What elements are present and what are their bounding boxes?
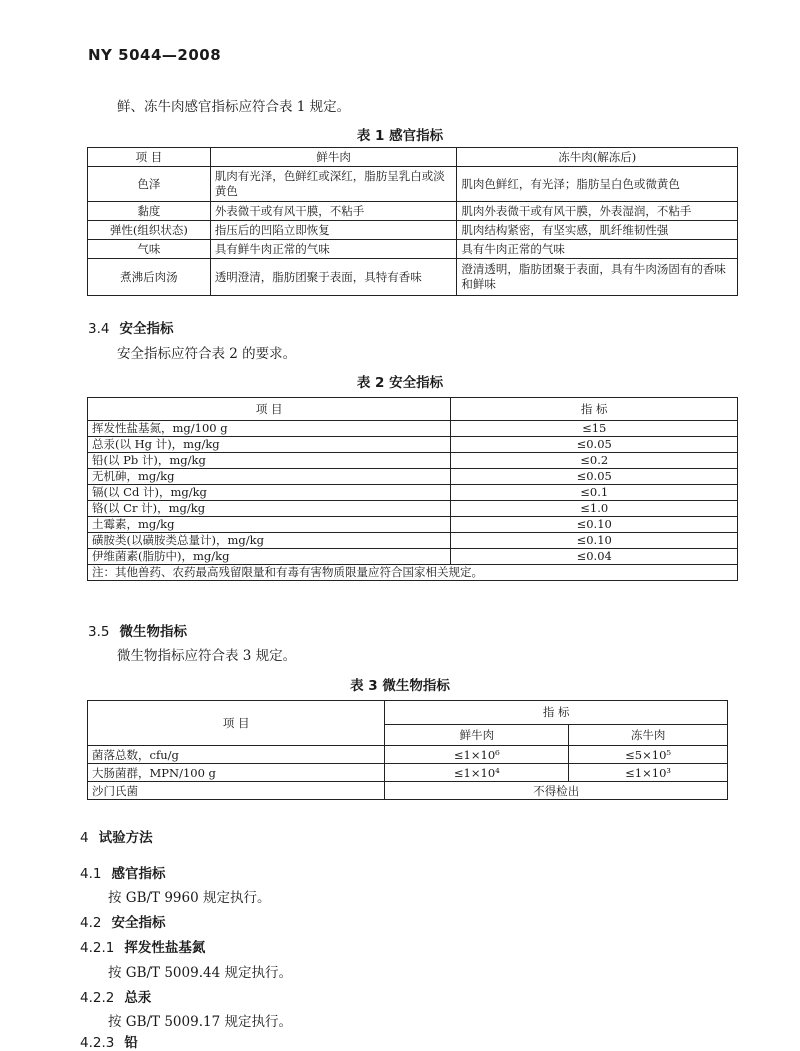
section-title: 感官指标	[111, 866, 166, 882]
table-cell: ≤0.10	[451, 517, 738, 533]
table-cell: ≤0.10	[451, 533, 738, 549]
section-number: 4.1	[80, 866, 102, 882]
section-number: 4.2.1	[80, 940, 115, 956]
table-cell: ≤5×10⁵	[569, 746, 728, 764]
section-4-1-heading	[80, 862, 165, 882]
table-row	[88, 221, 738, 240]
table-row	[88, 437, 738, 453]
table3-caption: 表 3 微生物指标	[350, 678, 450, 694]
header-cell: 冻牛肉(解冻后)	[457, 148, 738, 167]
header-cell: 项 目	[88, 398, 451, 421]
table-cell: 透明澄清，脂肪团聚于表面，具特有香味	[210, 259, 457, 296]
table-cell: 色泽	[88, 167, 211, 202]
header-cell: 鲜牛肉	[385, 724, 569, 745]
table-row	[88, 517, 738, 533]
table-cell: 伊维菌素(脂肪中)，mg/kg	[88, 549, 451, 565]
table-cell: 挥发性盐基氮，mg/100 g	[88, 421, 451, 437]
section-number: 3.4	[88, 321, 110, 337]
table-cell: ≤0.05	[451, 437, 738, 453]
table-cell: 澄清透明，脂肪团聚于表面，具有牛肉汤固有的香味和鲜味	[457, 259, 738, 296]
table-cell: 煮沸后肉汤	[88, 259, 211, 296]
section-number: 4.2.3	[80, 1035, 115, 1051]
header-cell: 指 标	[451, 398, 738, 421]
section-number: 3.5	[88, 624, 110, 640]
section-title: 总汞	[124, 990, 152, 1006]
table-note-row	[88, 565, 738, 581]
table-row	[88, 202, 738, 221]
table-header-row	[88, 398, 738, 421]
table1-caption: 表 1 感官指标	[356, 128, 444, 144]
table-row	[88, 549, 738, 565]
table-row	[88, 240, 738, 259]
table-cell: 菌落总数，cfu/g	[88, 746, 385, 764]
table-cell: 气味	[88, 240, 211, 259]
table-cell: 外表微干或有风干膜，不粘手	[210, 202, 457, 221]
table-cell: 沙门氏菌	[88, 782, 385, 800]
header-cell: 冻牛肉	[569, 724, 728, 745]
standard-number: NY 5044—2008	[88, 46, 222, 64]
table-cell: ≤0.1	[451, 485, 738, 501]
table-cell: ≤1×10⁶	[385, 746, 569, 764]
table-cell: 黏度	[88, 202, 211, 221]
section-4-1-text: 按 GB/T 9960 规定执行。	[108, 890, 271, 906]
safety-table	[87, 397, 738, 581]
table-row	[88, 485, 738, 501]
section-number: 4.2.2	[80, 990, 115, 1006]
table-cell: ≤1×10⁴	[385, 764, 569, 782]
intro-sensory-text: 鲜、冻牛肉感官指标应符合表 1 规定。	[117, 99, 351, 115]
table-row	[88, 167, 738, 202]
table-cell: 弹性(组织状态)	[88, 221, 211, 240]
section-title: 安全指标	[119, 321, 174, 337]
table-row	[88, 501, 738, 517]
table-row	[88, 782, 728, 800]
table-cell: 土霉素，mg/kg	[88, 517, 451, 533]
table-cell: ≤0.05	[451, 469, 738, 485]
header-cell: 鲜牛肉	[210, 148, 457, 167]
section-title: 微生物指标	[119, 624, 187, 640]
sensory-table	[87, 147, 738, 296]
table-row	[88, 746, 728, 764]
table-row	[88, 259, 738, 296]
microbe-table	[87, 700, 728, 800]
section-4-heading	[80, 826, 153, 846]
table-cell: ≤0.2	[451, 453, 738, 469]
section-4-2-3-heading	[80, 1031, 138, 1051]
table-cell: ≤0.04	[451, 549, 738, 565]
table-cell: 总汞(以 Hg 计)，mg/kg	[88, 437, 451, 453]
table-cell: 不得检出	[385, 782, 728, 800]
section-title: 试验方法	[98, 830, 153, 846]
section-number: 4	[80, 830, 89, 846]
section-title: 安全指标	[111, 915, 166, 931]
table-note: 注：其他兽药、农药最高残留限量和有毒有害物质限量应符合国家相关规定。	[88, 565, 738, 581]
header-cell: 项 目	[88, 701, 385, 746]
table-cell: ≤1×10³	[569, 764, 728, 782]
table2-caption: 表 2 安全指标	[356, 375, 444, 391]
table-cell: 具有鲜牛肉正常的气味	[210, 240, 457, 259]
section-4-2-2-heading	[80, 986, 151, 1006]
table-cell: 无机砷，mg/kg	[88, 469, 451, 485]
table-row	[88, 533, 738, 549]
section-3-4-text: 安全指标应符合表 2 的要求。	[117, 346, 297, 362]
section-3-5-text: 微生物指标应符合表 3 规定。	[117, 648, 297, 664]
header-cell: 指 标	[385, 701, 728, 725]
table-row	[88, 764, 728, 782]
table-header-row	[88, 701, 728, 725]
table-row	[88, 421, 738, 437]
table-cell: ≤15	[451, 421, 738, 437]
table-cell: 大肠菌群，MPN/100 g	[88, 764, 385, 782]
section-title: 挥发性盐基氮	[124, 940, 206, 956]
table-row	[88, 453, 738, 469]
table-row	[88, 469, 738, 485]
section-4-2-heading	[80, 911, 165, 931]
table-cell: 肌肉结构紧密，有坚实感，肌纤维韧性强	[457, 221, 738, 240]
section-3-4-heading	[88, 317, 173, 337]
section-4-2-2-text: 按 GB/T 5009.17 规定执行。	[108, 1014, 292, 1030]
header-cell: 项 目	[88, 148, 211, 167]
section-title: 铅	[124, 1035, 138, 1051]
section-number: 4.2	[80, 915, 102, 931]
table-cell: ≤1.0	[451, 501, 738, 517]
table-cell: 肌肉有光泽，色鲜红或深红，脂肪呈乳白或淡黄色	[210, 167, 457, 202]
table-cell: 铅(以 Pb 计)，mg/kg	[88, 453, 451, 469]
section-4-2-1-text: 按 GB/T 5009.44 规定执行。	[108, 965, 292, 981]
table-header-row	[88, 148, 738, 167]
table-cell: 磺胺类(以磺胺类总量计)，mg/kg	[88, 533, 451, 549]
table-cell: 肌肉外表微干或有风干膜，外表湿润，不粘手	[457, 202, 738, 221]
table-cell: 指压后的凹陷立即恢复	[210, 221, 457, 240]
table-cell: 镉(以 Cd 计)，mg/kg	[88, 485, 451, 501]
table-cell: 铬(以 Cr 计)，mg/kg	[88, 501, 451, 517]
table-cell: 肌肉色鲜红，有光泽；脂肪呈白色或微黄色	[457, 167, 738, 202]
section-4-2-1-heading	[80, 936, 205, 956]
section-3-5-heading	[88, 620, 187, 640]
table-cell: 具有牛肉正常的气味	[457, 240, 738, 259]
